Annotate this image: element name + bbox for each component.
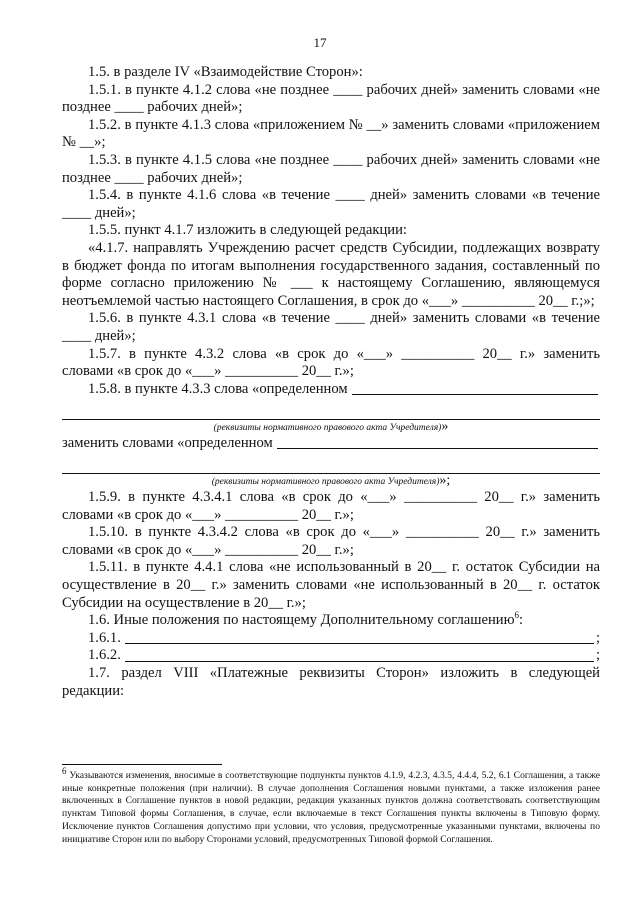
paragraph-1-7: 1.7. раздел VIII «Платежные реквизиты Сторон» изложить в следующей редакции: [62,665,600,699]
blank-line [62,401,600,420]
footnote-text: Указываются изменения, вносимые в соответствующие подпункты пунктов 4.1.9, 4.2.3, 4.3.5, 4.4.4, 5.2, 6.1 Соглашения, а также иные конкретные положения (при наличии). В случае дополнения Соглашения новыми пунктами, а также изложения ранее включенных в Соглашение пунктов в новой редакции, редакция указанных пунктов должна соответствовать соответствующим пунктам Типовой формы Соглашения, в случае, если включаемые в текст Соглашения пункты включены в Типовую форму. Исключение пунктов Соглашения допустимо при условии, что условия, предусмотренные указанными пунктами, включены по инициативе Сторон или по выбору Сторонами условий, предусмотренных Типовой формой Соглашения. [62,770,600,845]
paragraph-1-5-2: 1.5.2. в пункте 4.1.3 слова «приложением № __» заменить словами «приложением № __»; [62,116,600,151]
paragraph-replace [62,435,600,453]
footnote [62,765,600,846]
paragraph-1-5-1: 1.5.1. в пункте 4.1.2 слова «не позднее ____ рабочих дней» заменить словами «не позднее ____ рабочих дней»; [62,81,600,116]
document-body [62,64,600,700]
paragraph-1-5: 1.5. в разделе IV «Взаимодействие Сторон»: [88,64,363,80]
blank-line [125,648,594,662]
paragraph-1-5-8 [62,381,600,399]
footnote-ref: 6 [514,610,520,621]
paragraph-1-5-5: 1.5.5. пункт 4.1.7 изложить в следующей редакции: [88,222,407,239]
paragraph-1-5-6: 1.5.6. в пункте 4.3.1 слова «в течение ____ дней» заменить словами «в течение ____ дней»; [62,310,600,344]
paragraph-1-6-1: 1.6.1. ; [88,629,600,646]
paragraph-4-1-7: «4.1.7. направлять Учреждению расчет средств Субсидии, подлежащих возврату в бюджет фонда по итогам выполнения государственного задания, составленный по форме согласно приложению № ___ к настоящему Соглашению, являющемуся неотъемлемой частью настоящего Соглашения, в срок до «___» __________ 20__ г.;»; [62,239,600,309]
blank-line [352,381,598,395]
blank-line [125,630,594,644]
page-number: 17 [313,35,327,50]
paragraph-1-5-4: 1.5.4. в пункте 4.1.6 слова «в течение ____ дней» заменить словами «в течение ____ дней»; [62,187,600,221]
footnote-mark: 6 [62,765,67,776]
paragraph-1-6: 1.6. Иные положения по настоящему Дополнительному соглашению$^6$: [88,610,524,629]
caption-legal-act: (реквизиты нормативного правового акта Учредителя)»; [211,473,451,489]
paragraph-1-5-8-text: 1.5.8. в пункте 4.3.3 слова «определенном [88,380,348,397]
footnote-separator [62,764,222,765]
paragraph-replace-text: заменить словами «определенном [62,434,273,451]
paragraph-1-5-9: 1.5.9. в пункте 4.3.4.1 слова «в срок до «___» __________ 20__ г.» заменить словами «в срок до «___» __________ 20__ г.»; [62,489,600,523]
caption-legal-act: (реквизиты нормативного правового акта Учредителя)» [213,418,449,434]
paragraph-1-5-11: 1.5.11. в пункте 4.4.1 слова «не использованный в 20__ г. остаток Субсидии на осуществление в 20__ г.» заменить словами «не использованный в 20__ г. остаток Субсидии на осуществление в 20__ г.»; [62,559,600,611]
blank-line [277,435,598,449]
blank-line [62,455,600,474]
paragraph-1-6-2: 1.6.2. ; [88,647,600,664]
paragraph-1-5-7: 1.5.7. в пункте 4.3.2 слова «в срок до «___» __________ 20__ г.» заменить словами «в срок до «___» __________ 20__ г.»; [62,345,600,380]
paragraph-1-5-10: 1.5.10. в пункте 4.3.4.2 слова «в срок до «___» __________ 20__ г.» заменить словами «в срок до «___» __________ 20__ г.»; [62,524,600,558]
paragraph-1-5-3: 1.5.3. в пункте 4.1.5 слова «не позднее ____ рабочих дней» заменить словами «не позднее ____ рабочих дней»; [62,151,600,186]
